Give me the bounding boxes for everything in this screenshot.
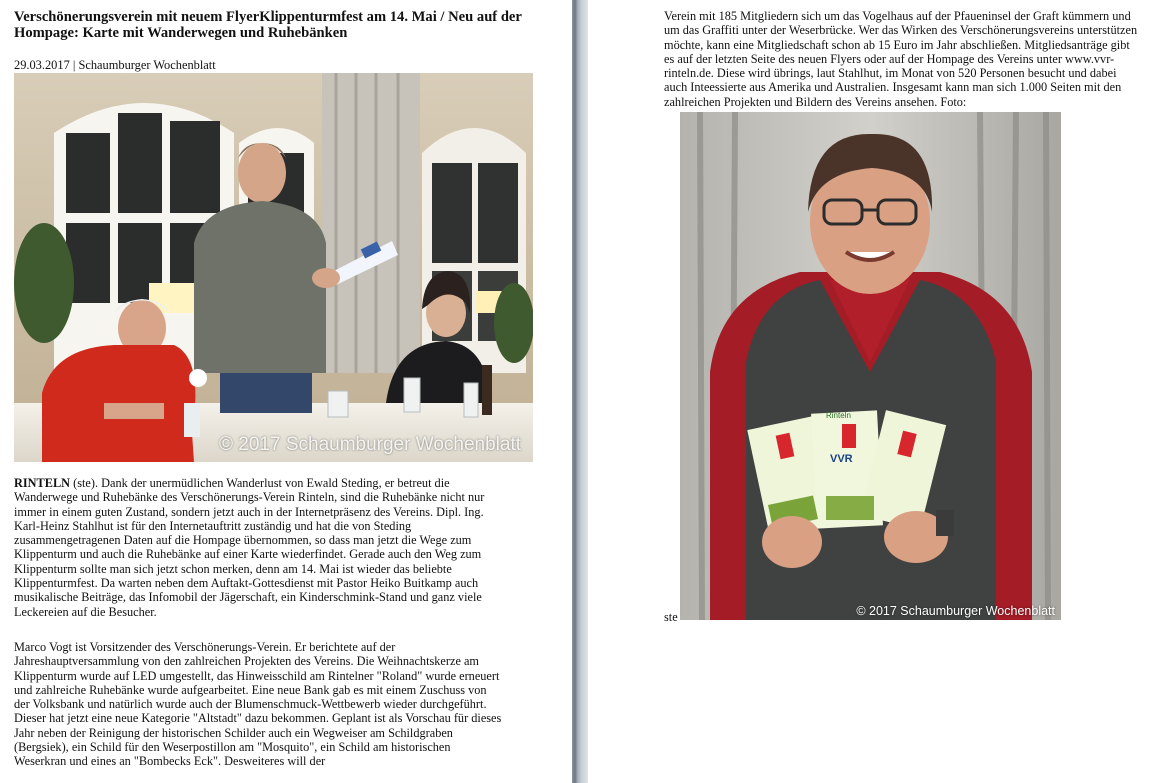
portrait-watermark: © 2017 Schaumburger Wochenblatt	[856, 604, 1055, 618]
left-page	[0, 0, 572, 783]
flyer-heading-text: Rinteln	[826, 411, 851, 420]
article-headline: Verschönerungsverein mit neuem FlyerKlippenturmfest am 14. Mai / Neu auf der Hompage: Karte mit Wanderwegen und Ruhebänken	[14, 9, 522, 42]
page-gutter	[572, 0, 588, 783]
article-paragraph-2	[14, 640, 504, 769]
meeting-photo	[14, 73, 533, 462]
photo-credit: ste	[664, 610, 678, 624]
flyer-logo-text: VVR	[830, 453, 853, 465]
article-paragraph-3	[664, 9, 1142, 109]
article-paragraph-2-text: Marco Vogt ist Vorsitzender des Verschönerungs-Verein. Er berichtete auf der Jahreshauptversammlung von den zahlreichen Projekten des Vereins. Die Weihnachtskerze am Klippenturm wurde auf LED umgestellt, das Hinweisschild am Rintelner "Roland" wurde erneuert und zahlreiche Ruhebänke wurde aufgearbeitet. Eine neue Bank gab es mit einem Zuschuss von der Volksbank und natürlich wurde auch der Blumenschmuck-Wettbewerb wieder durchgeführt. Dieser hat jetzt eine neue Kategorie "Altstadt" dazu bekommen. Geplant ist als Vorschau für dieses Jahr neben der Reinigung der historischen Schilder auch ein Wegweiser am Schildgraben (Bergsiek), ein Schild für den Weserpostillon am "Mosquito", ein Schild am historischen Weserkran und eines an "Bombecks Eck". Desweiteres will der	[14, 640, 502, 769]
article-date: 29.03.2017	[14, 58, 70, 72]
article-paragraph-3-text: Verein mit 185 Mitgliedern sich um das Vogelhaus auf der Pfaueninsel der Graft kümmern und um das Graffiti unter der Weserbrücke. Wer das Wirken des Verschönerungsvereins unterstützen möchte, kann eine Mitgliedschaft schon ab 15 Euro im Jahr abschließen. Mitgliedsanträge gibt es auf der letzten Seite des neuen Flyers oder auf der Hompage des Vereins unter www.vvr-rinteln.de. Diese wird übrings, laut Stahlhut, im Monat von 520 Personen besucht und dabei auch Inteessierte aus Amerika und Australien. Insgesamt kann man sich 1.000 Seiten mit den zahlreichen Projekten und Bildern des Vereins ansehen. Foto:	[664, 9, 1138, 109]
article-paragraph-1	[14, 476, 504, 619]
photo-watermark: © 2017 Schaumburger Wochenblatt	[219, 434, 521, 455]
article-paragraph-1-text: (ste). Dank der unermüdlichen Wanderlust von Ewald Steding, er betreut die Wanderwege und Ruhebänke des Verschönerungs-Verein Rinteln, sind die Ruhebänke nicht nur immer in einem guten Zustand, sondern jetzt auch in der Internetpräsenz des Vereins. Dipl. Ing. Karl-Heinz Stahlhut ist für den Internetauftritt zuständig und hat die von Steding zusammengetragenen Daten auf die Hompage übernommen, so dass man jetzt die Wege zum Klippenturm und auch die Ruhebänke auf einer Karte wiederfindet. Gerade auch den Weg zum Klippenturm sollte man sich jetzt schon merken, denn am 14. Mai ist wieder das beliebte Klippenturmfest. Da warten neben dem Auftakt-Gottesdienst mit Pastor Heiko Buitkamp auch musikalische Beiträge, das Infomobil der Jägerschaft, ein Kinderschmink-Stand und ganz viele Leckereien auf die Besucher.	[14, 476, 485, 619]
dateline-separator: |	[69, 58, 79, 72]
portrait-photo	[680, 112, 1061, 620]
article-source: Schaumburger Wochenblatt	[78, 58, 216, 72]
article-dateline	[14, 58, 216, 72]
article-lead-word: RINTELN	[14, 476, 71, 490]
